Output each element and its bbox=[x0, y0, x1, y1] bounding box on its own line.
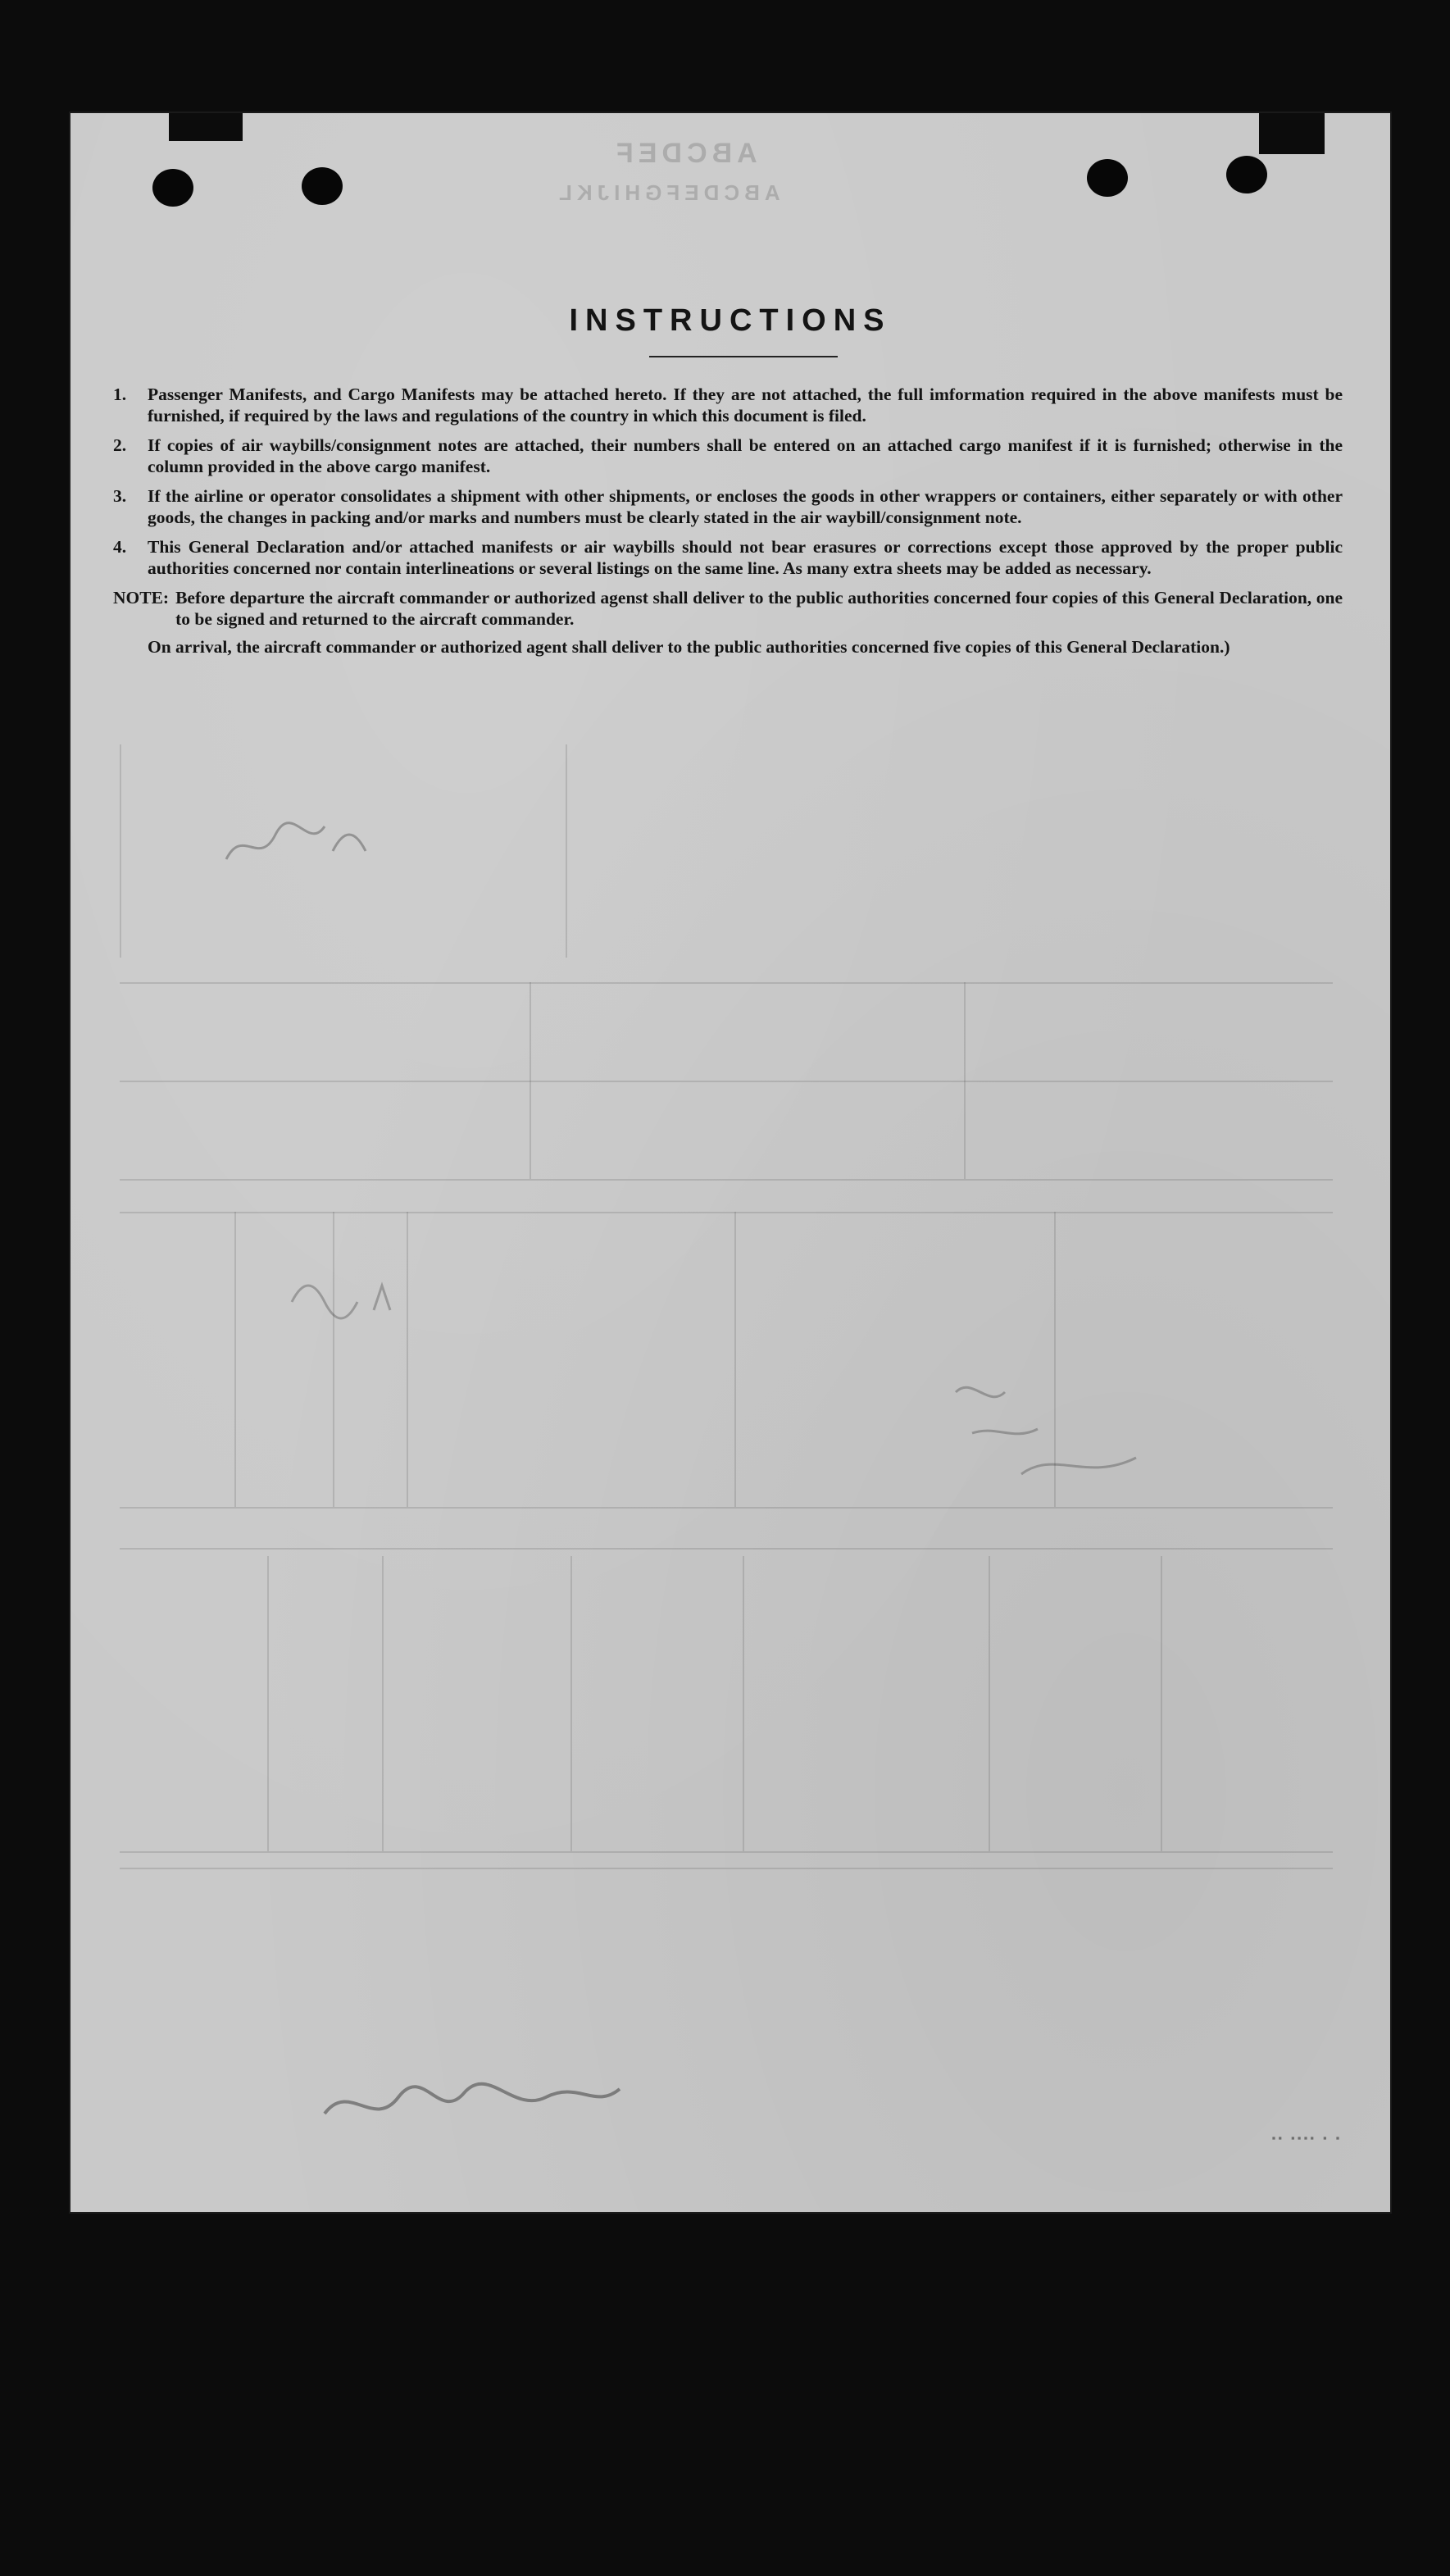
bleed-through-rule bbox=[120, 982, 1333, 984]
bleed-through-rule bbox=[120, 1081, 1333, 1082]
title-underline bbox=[649, 356, 838, 357]
instruction-number: 2. bbox=[113, 435, 127, 455]
torn-corner bbox=[1259, 113, 1325, 154]
bleed-through-rule bbox=[120, 744, 121, 958]
bleed-through-rule bbox=[1161, 1556, 1162, 1851]
bleed-through-rule bbox=[734, 1212, 736, 1507]
bleed-through-rule bbox=[407, 1212, 408, 1507]
instruction-text: Passenger Manifests, and Cargo Manifests may be attached hereto. If they are not attached, the full imformation required in the above manifests must be furnished, if required by the laws and regulations of the country in which this document is filed. bbox=[148, 385, 1343, 426]
instruction-item bbox=[113, 384, 1343, 426]
bleed-through-rule bbox=[267, 1556, 269, 1851]
punch-hole bbox=[152, 169, 193, 207]
torn-corner bbox=[169, 113, 243, 141]
instruction-text: If the airline or operator consolidates a shipment with other shipments, or encloses the goods in other wrappers or containers, either separately or with other goods, the changes in packing and/or marks and numbers must be clearly stated in the air waybill/consignment note. bbox=[148, 486, 1343, 527]
bleed-through-rule bbox=[989, 1556, 990, 1851]
bleed-through-rule bbox=[120, 1851, 1333, 1853]
bleed-through-rule bbox=[382, 1556, 384, 1851]
bleed-through-rule bbox=[120, 1868, 1333, 1869]
bleed-through-heading: ABCDEFGHIJKL bbox=[554, 180, 780, 205]
bleed-through-rule bbox=[964, 982, 966, 1179]
document-sheet bbox=[70, 113, 1390, 2212]
bleed-through-rule bbox=[234, 1212, 236, 1507]
bleed-through-rule bbox=[120, 1507, 1333, 1509]
bleed-through-rule bbox=[566, 744, 567, 958]
instruction-item bbox=[113, 485, 1343, 528]
bleed-through-rule bbox=[743, 1556, 744, 1851]
note-block bbox=[113, 587, 1343, 636]
instruction-number: 3. bbox=[113, 486, 127, 506]
note-paragraph: Before departure the aircraft commander or authorized agenst shall deliver to the public authorities concerned four copies of this General Declaration, one to be signed and returned to the aircraft commander. bbox=[175, 588, 1343, 629]
bleed-through-rule bbox=[120, 1212, 1333, 1213]
bleed-through-handwriting bbox=[284, 1261, 448, 1327]
bleed-through-handwriting bbox=[218, 802, 398, 876]
bleed-through-rule bbox=[570, 1556, 572, 1851]
bleed-through-handwriting bbox=[939, 1359, 1202, 1491]
punch-hole bbox=[1087, 159, 1128, 197]
bleed-through-rule bbox=[120, 1548, 1333, 1550]
note-paragraph: On arrival, the aircraft commander or authorized agent shall deliver to the public authorities concerned five copies of this General Declaration.) bbox=[148, 637, 1230, 657]
instruction-text: If copies of air waybills/consignment notes are attached, their numbers shall be entered on an attached cargo manifest if it is furnished; otherwise in the column provided in the above cargo manifest. bbox=[148, 435, 1343, 476]
page-title: INSTRUCTIONS bbox=[569, 303, 892, 338]
bleed-through-rule bbox=[530, 982, 531, 1179]
signature-bleed-through bbox=[316, 2064, 628, 2138]
bleed-through-rule bbox=[120, 1179, 1333, 1181]
bleed-through-rule bbox=[333, 1212, 334, 1507]
form-code-bleed-through: ▪ ▪ ▪▪▪▪ ▪▪ bbox=[1270, 2132, 1341, 2144]
instructions-list bbox=[113, 384, 1343, 658]
note-body bbox=[175, 587, 1343, 636]
instruction-text: This General Declaration and/or attached manifests or air waybills should not bear erasures or corrections except those approved by the proper public authorities concerned nor contain interlineations or several listings on the same line. As many extra sheets may be added as necessary. bbox=[148, 537, 1343, 578]
bleed-through-heading: ABCDEF bbox=[611, 138, 757, 169]
instruction-item bbox=[113, 536, 1343, 579]
instruction-number: 1. bbox=[113, 385, 127, 404]
note-label: NOTE: bbox=[113, 588, 170, 608]
punch-hole bbox=[1226, 156, 1267, 193]
instruction-number: 4. bbox=[113, 537, 127, 557]
punch-hole bbox=[302, 167, 343, 205]
instruction-item bbox=[113, 435, 1343, 477]
